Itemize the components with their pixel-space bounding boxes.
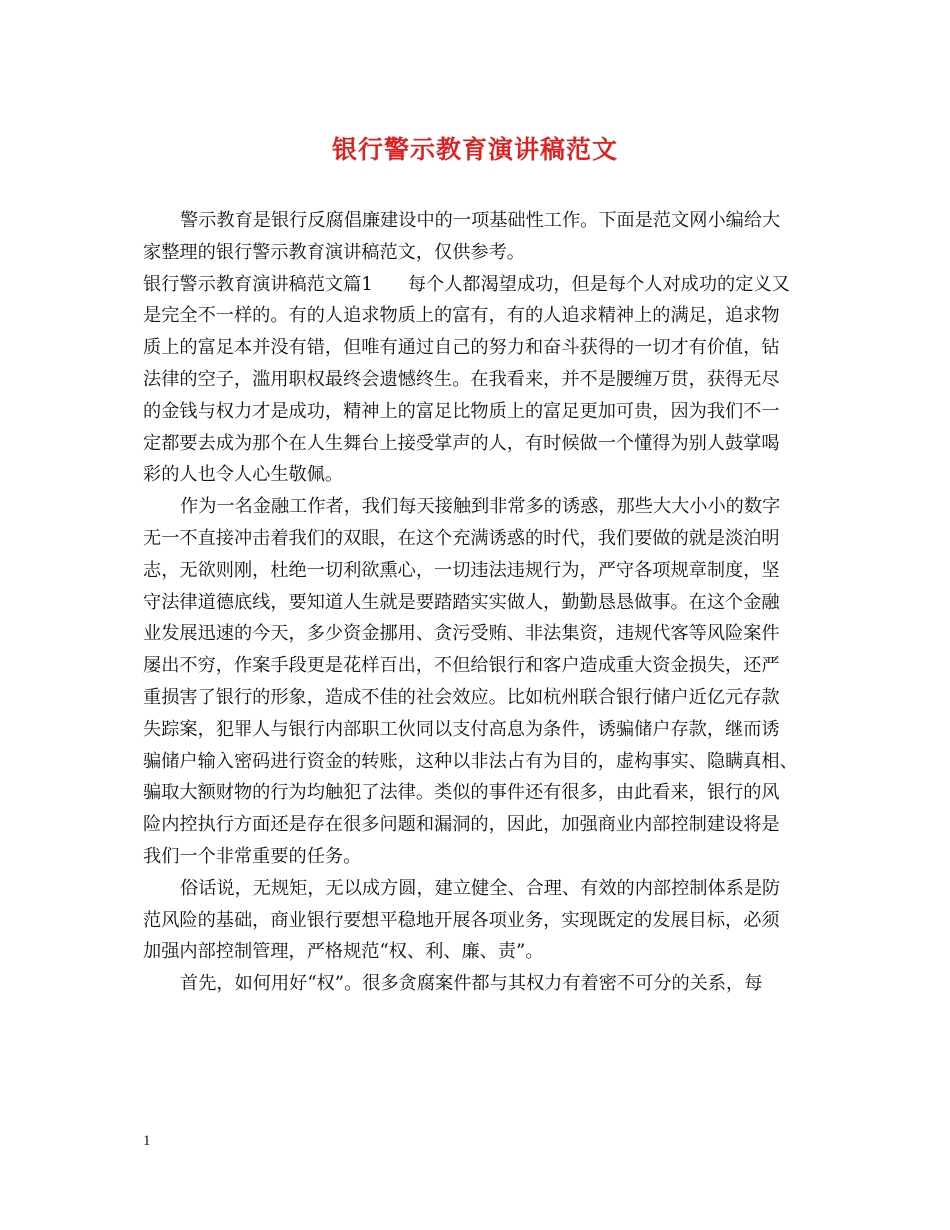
text-line: 作为一名金融工作者，我们每天接触到非常多的诱惑，那些大大小小的数字 bbox=[180, 496, 781, 518]
page-number: 1 bbox=[143, 1133, 151, 1149]
text-line: 质上的富足本并没有错，但唯有通过自己的努力和奋斗获得的一切才有价值，钻 bbox=[143, 337, 780, 359]
text-line: 志，无欲则刚，杜绝一切利欲熏心，一切违法违规行为，严守各项规章制度，坚 bbox=[143, 559, 780, 581]
text-line: 失踪案，犯罪人与银行内部职工伙同以支付高息为条件，诱骗储户存款，继而诱 bbox=[143, 718, 780, 740]
text-line: 彩的人也令人心生敬佩。 bbox=[143, 464, 344, 486]
text-line: 业发展迅速的今天，多少资金挪用、贪污受贿、非法集资，违规代客等风险案件 bbox=[143, 623, 780, 645]
text-line: 重损害了银行的形象，造成不佳的社会效应。比如杭州联合银行储户近亿元存款 bbox=[143, 686, 780, 708]
text-line: 每个人都渴望成功，但是每个人对成功的定义又 bbox=[407, 273, 790, 295]
text-line: 的金钱与权力才是成功，精神上的富足比物质上的富足更加可贵，因为我们不一 bbox=[143, 400, 780, 422]
text-line: 骗取大额财物的行为均触犯了法律。类似的事件还有很多，由此看来，银行的风 bbox=[143, 782, 780, 804]
text-line: 险内控执行方面还是存在很多问题和漏洞的，因此，加强商业内部控制建设将是 bbox=[143, 814, 780, 836]
text-line: 法律的空子，滥用职权最终会遗憾终生。在我看来，并不是腰缠万贯，获得无尽 bbox=[143, 368, 780, 390]
text-line: 守法律道德底线，要知道人生就是要踏踏实实做人，勤勤恳恳做事。在这个金融 bbox=[143, 591, 780, 613]
text-line: 屡出不穷，作案手段更是花样百出，不但给银行和客户造成重大资金损失，还严 bbox=[143, 655, 780, 677]
document-title: 银行警示教育演讲稿范文 bbox=[331, 135, 618, 164]
section-heading: 银行警示教育演讲稿范文篇1 bbox=[143, 273, 373, 295]
text-line: 范风险的基础，商业银行要想平稳地开展各项业务，实现既定的发展目标，必须 bbox=[143, 909, 780, 931]
text-line: 我们一个非常重要的任务。 bbox=[143, 845, 362, 867]
text-line: 加强内部控制管理，严格规范“权、利、廉、责”。 bbox=[143, 941, 544, 963]
text-line: 无一不直接冲击着我们的双眼，在这个充满诱惑的时代，我们要做的就是淡泊明 bbox=[143, 527, 780, 549]
text-line: 首先，如何用好“权”。很多贪腐案件都与其权力有着密不可分的关系，每 bbox=[180, 973, 763, 995]
document-body bbox=[143, 205, 813, 1000]
section-heading-line bbox=[143, 269, 813, 301]
text-line: 骗储户输入密码进行资金的转账，这种以非法占有为目的，虚构事实、隐瞒真相、 bbox=[143, 750, 798, 772]
text-line: 警示教育是银行反腐倡廉建设中的一项基础性工作。下面是范文网小编给大 bbox=[180, 210, 781, 231]
text-line: 俗话说，无规矩，无以成方圆，建立健全、合理、有效的内部控制体系是防 bbox=[180, 877, 781, 899]
text-line: 定都要去成为那个在人生舞台上接受掌声的人，有时候做一个懂得为别人鼓掌喝 bbox=[143, 432, 780, 454]
text-line: 家整理的银行警示教育演讲稿范文，仅供参考。 bbox=[143, 241, 525, 263]
text-line: 是完全不一样的。有的人追求物质上的富有，有的人追求精神上的满足，追求物 bbox=[143, 305, 780, 327]
